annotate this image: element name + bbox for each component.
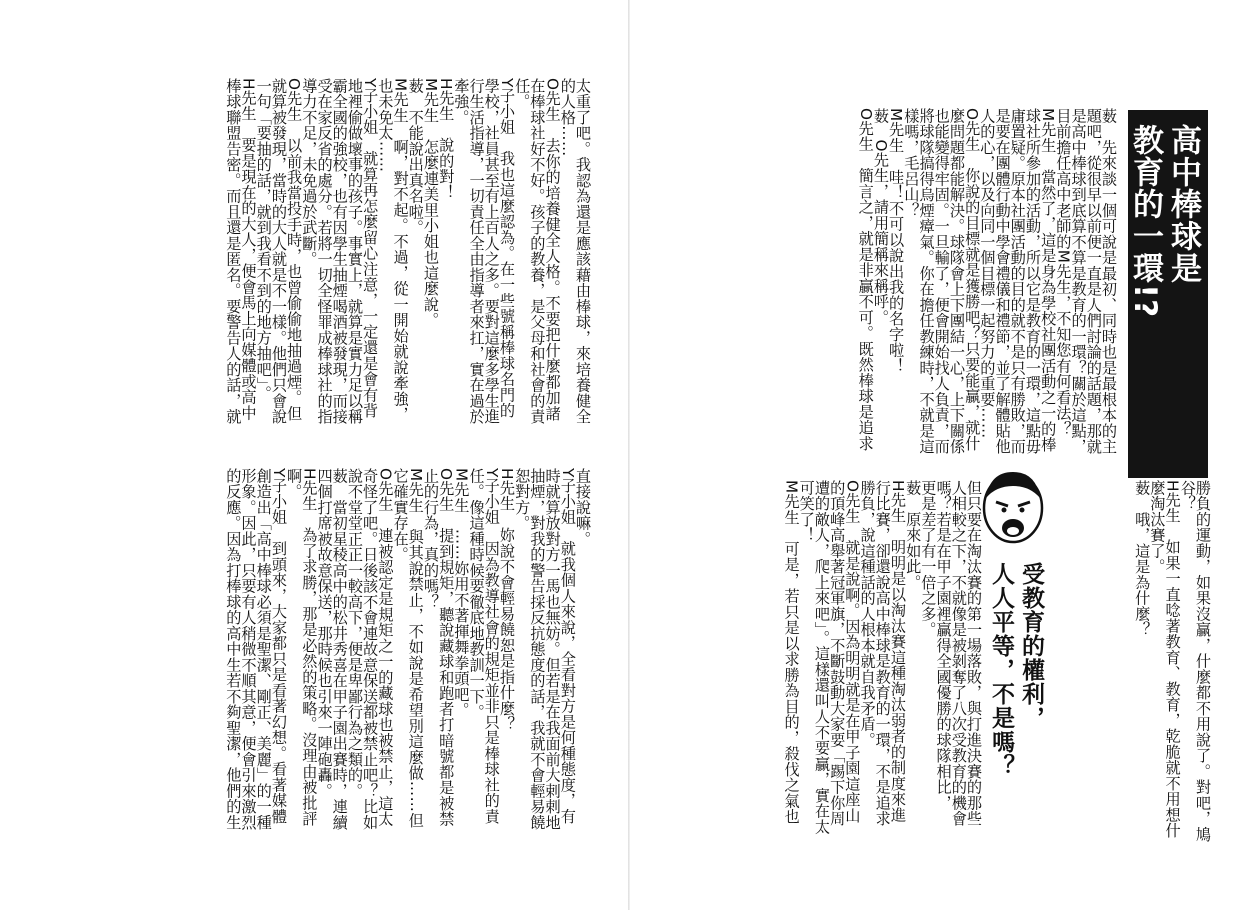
left-page-bottom-text: 直接說嘛。 Y子小姐 就我個人來說，全看對方是何種態度，有 時就算放對方一馬也無妨。但若是在我面前大剌剌地 抽煙，對我的警告採反抗態度的話，我就不會輕易饒 恕對方。 H先生 妳說不會輕易饒恕是指什麼？ Y子小姐 因為教導社會的規矩並非只是棒球社的責 任。像這種時候要徹底地教訓一下。 M先生 ……妳用不著揮舞拳頭吧。 O先生 提到規矩，聽說藏球和跑者打暗號都是被禁 止的行為，真的嗎？ M先生 與其說禁止，不如說是希望別這麼做……但 它確實存在。 O先生 連被認定是規矩之一的藏球也被禁止，這太 奇怪了吧。日後該不會連故意保送都被禁止吧？比如 說不堂堂正正一較高下，便是卑鄙行為之類的。 薮 當初星稜高中的松井秀喜在甲子園出賽時，連續 四個打席被故意保送，那時候也引來一陣砲轟。 H先生 為了求勝，那是必然的策略。沒理由被批評 啊。 Y子小姐 到頭來，大家都只是看著幻想。看著媒體 創造出「高中棒球必須是聖潔、剛正、美麗」的一種 形象。因此，只要有人稍微不順其意，便會引來激烈 的反應。因為打棒球的高中生若不夠聖潔，他們的生	[224, 468, 592, 831]
shouting-face-icon	[980, 468, 1046, 546]
right-page-bottom-left-text: 但只要在淘汰賽的第一場落敗，與打進決賽的那些 人相較之下，不就像是被剝奪了八次受教育的機會 嗎？若是在甲子園裡贏得全國優勝的球隊相比， 更是差了有一倍之多。 薮 原來如此。 H先生 明明是以淘汰賽這種淘汰弱者的制度來進 行比賽，卻還說高中棒球是教育的一環，不是追求 勝負，說這種話的人根本就自我矛盾。 O先生 就是說啊。因為明明就是在甲子園這座山 的頂峰高舉著冠軍旗，不斷鼓動大家要「踢下你周 遭的敵人，爬上來吧」。這樣還叫人不要贏，實在太 可笑了！ M先生 可是，若只是以求勝為目的，殺伐之氣也	[782, 480, 983, 835]
right-page-top-text: 薮 先來談一個可說是最初、同時也是最根本的主 題吧，從很早以前便一直是人們討論的話題，那就 是高中棒球到底算不算是教育的一環？關於這點， 目前擔任高中老師的M先生，不知您有何看法？ M先生 當然了，這是身為學校社團活動之一的棒 球社所參加的活動，所以它是教育的一環，這點毋 庸置疑。原本社團活動的目的就不是只有勝敗，而 是要在團體行動中學會禮儀和禮節，並了解體貼他 人的心，以及向同一個目標一起努力的重要…… O先生 你說的目標就是獲勝吧？只要能贏，就什 麼問題都能解決。球隊會上下團結一心，上下關係 也能變得牢固。一旦輸了，便會開始找人負責，而 將球隊搞得烏煙瘴氣。你在擔任教練時，不就是這 樣嗎，毛呂山？ M先生 哇！不可以說出我的名字啦！ 薮 O先生，請用簡稱來稱呼。 O先生 簡言之，就是非贏不可。既然棒球是追求	[856, 108, 1118, 455]
section-subheading: 受教育的權利， 人人平等，不是嗎？	[988, 562, 1044, 778]
article-title: 高中棒球是 教育的一環!?	[1128, 110, 1208, 478]
right-page-bottom-right-text: 勝負的運動，如果沒贏，什麼都不用說了。對吧，鳩 谷？ H先生 如果一直唸著教育、教育，乾脆就不用想什 麼淘汰賽了。 薮 哦，這是為什麼？	[1133, 480, 1212, 843]
left-page-top-text: 太重了吧。我認為還是應該藉由棒球，來培養健全 的人格…… O先生 去你的培養健全人格。不要把什麼都加諸 在棒球社好不好。孩子的教養，是父母和社會的責 任。 Y子小姐 我也這麼認為。在一些號稱棒球名門的 學校，社員甚至有上百人之多。要對這麼多學生進 行生活指導，一切責任全由指導者來扛，實在過於 牽強。 H先生 說的對！ M先生 怎麼連美里小姐也這麼說。 薮 不能說出真名啦。 M先生 啊，對不起。不過，從一開始就說牽強， 也未免太…… Y子小姐 就算再怎麼留心注意，一定還是會有背 地裡偷做壞事的孩子。事實上，就算是實力足以稱 霸全國的強校，也有因學生抽煙喝酒被發現，而接 受在家反省的處分。若將一切全怪罪成棒球社的指 導力不足，未免過於武斷。 O先生 以前我當投手時，也曾偷偷地抽過煙。但 就算被發現，當時的大人就是不一樣。他們只會說 一句「要抽的話，就到我看不到的地方抽吧」。 H先生 要是現在的大人，便會馬上向媒體或高中 棒球聯盟告密。而且還是匿名。要警告人的話，就	[224, 78, 592, 425]
page-gutter	[628, 0, 630, 910]
